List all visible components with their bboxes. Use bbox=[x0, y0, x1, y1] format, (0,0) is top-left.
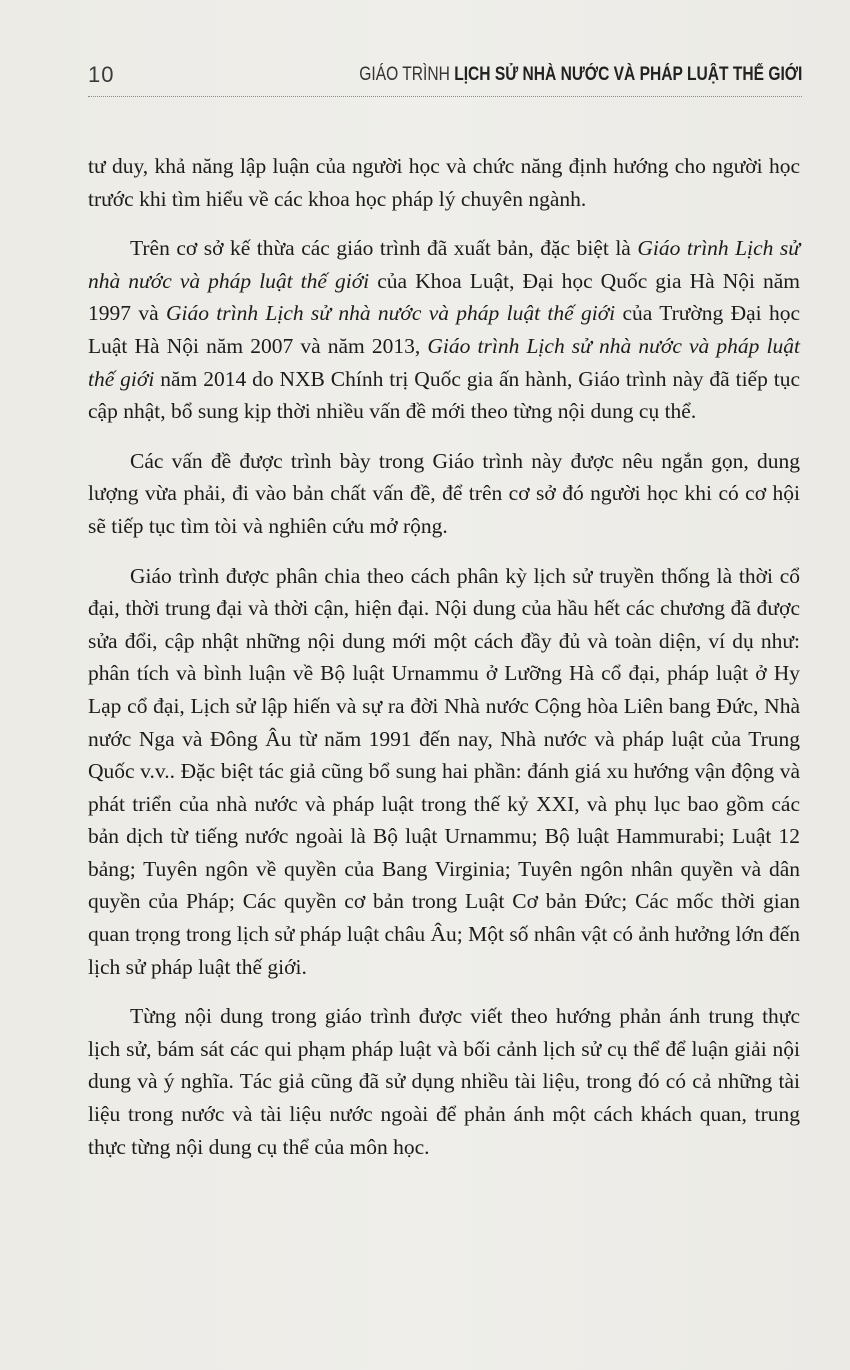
paragraph-2 bbox=[88, 232, 800, 428]
running-title bbox=[359, 64, 802, 86]
page-number: 10 bbox=[88, 62, 115, 87]
running-title-bold: LỊCH SỬ NHÀ NƯỚC VÀ PHÁP LUẬT THẾ GIỚI bbox=[453, 64, 802, 85]
running-title-regular: GIÁO TRÌNH bbox=[358, 64, 450, 85]
paragraph-5: Từng nội dung trong giáo trình được viết theo hướng phản ánh trung thực lịch sử, bám sát các qui phạm pháp luật và bối cảnh lịch sử cụ thể để luận giải nội dung và ý nghĩa. Tác giả cũng đã sử dụng nhiều tài liệu, trong đó có cả những tài liệu trong nước và tài liệu nước ngoài để phản ánh một cách khách quan, trung thực từng nội dung cụ thể của môn học. bbox=[88, 1004, 800, 1159]
body-text bbox=[88, 150, 800, 1180]
p2-text-1: Trên cơ sở kế thừa các giáo trình đã xuất bản, đặc biệt là bbox=[130, 236, 638, 261]
paragraph-4: Giáo trình được phân chia theo cách phân kỳ lịch sử truyền thống là thời cổ đại, thời trung đại và thời cận, hiện đại. Nội dung của hầu hết các chương đã được sửa đổi, cập nhật những nội dung mới một cách đầy đủ và toàn diện, ví dụ như: phân tích và bình luận về Bộ luật Urnammu ở Lưỡng Hà cổ đại, pháp luật ở Hy Lạp cổ đại, Lịch sử lập hiến và sự ra đời Nhà nước Cộng hòa Liên bang Đức, Nhà nước Nga và Đông Âu từ năm 1991 đến nay, Nhà nước và pháp luật của Trung Quốc v.v.. Đặc biệt tác giả cũng bổ sung hai phần: đánh giá xu hướng vận động và phát triển của nhà nước và pháp luật trong thế kỷ XXI, và phụ lục bao gồm các bản dịch từ tiếng nước ngoài là Bộ luật Urnammu; Bộ luật Hammurabi; Luật 12 bảng; Tuyên ngôn về quyền của Bang Virginia; Tuyên ngôn nhân quyền và dân quyền của Pháp; Các quyền cơ bản trong Luật Cơ bản Đức; Các mốc thời gian quan trọng trong lịch sử pháp luật châu Âu; Một số nhân vật có ảnh hưởng lớn đến lịch sử pháp luật thế giới. bbox=[88, 563, 800, 979]
p2-italic-title-1: Giáo trình Lịch sử nhà nước và pháp luật thế giới bbox=[88, 236, 800, 293]
paragraph-3: Các vấn đề được trình bày trong Giáo trình này được nêu ngắn gọn, dung lượng vừa phải, đi vào bản chất vấn đề, để trên cơ sở đó người học khi có cơ hội sẽ tiếp tục tìm tòi và nghiên cứu mở rộng. bbox=[88, 448, 800, 538]
p2-italic-title-3: Giáo trình Lịch sử nhà nước và pháp luật thế giới bbox=[88, 333, 800, 391]
p2-text-3: của Trường Đại học Luật Hà Nội năm 2007 và năm 2013, bbox=[88, 301, 801, 358]
running-header bbox=[88, 60, 802, 97]
p2-italic-title-2: Giáo trình Lịch sử nhà nước và pháp luật thế giới bbox=[165, 301, 616, 326]
p2-text-2: của Khoa Luật, Đại học Quốc gia Hà Nội năm 1997 và bbox=[88, 268, 801, 326]
p2-text-4: năm 2014 do NXB Chính trị Quốc gia ấn hành, Giáo trình này đã tiếp tục cập nhật, bổ sung kịp thời nhiều vấn đề mới theo từng nội dung cụ thể. bbox=[88, 366, 801, 424]
paragraph-1: tư duy, khả năng lập luận của người học và chức năng định hướng cho người học trước khi tìm hiểu về các khoa học pháp lý chuyên ngành. bbox=[88, 154, 800, 211]
